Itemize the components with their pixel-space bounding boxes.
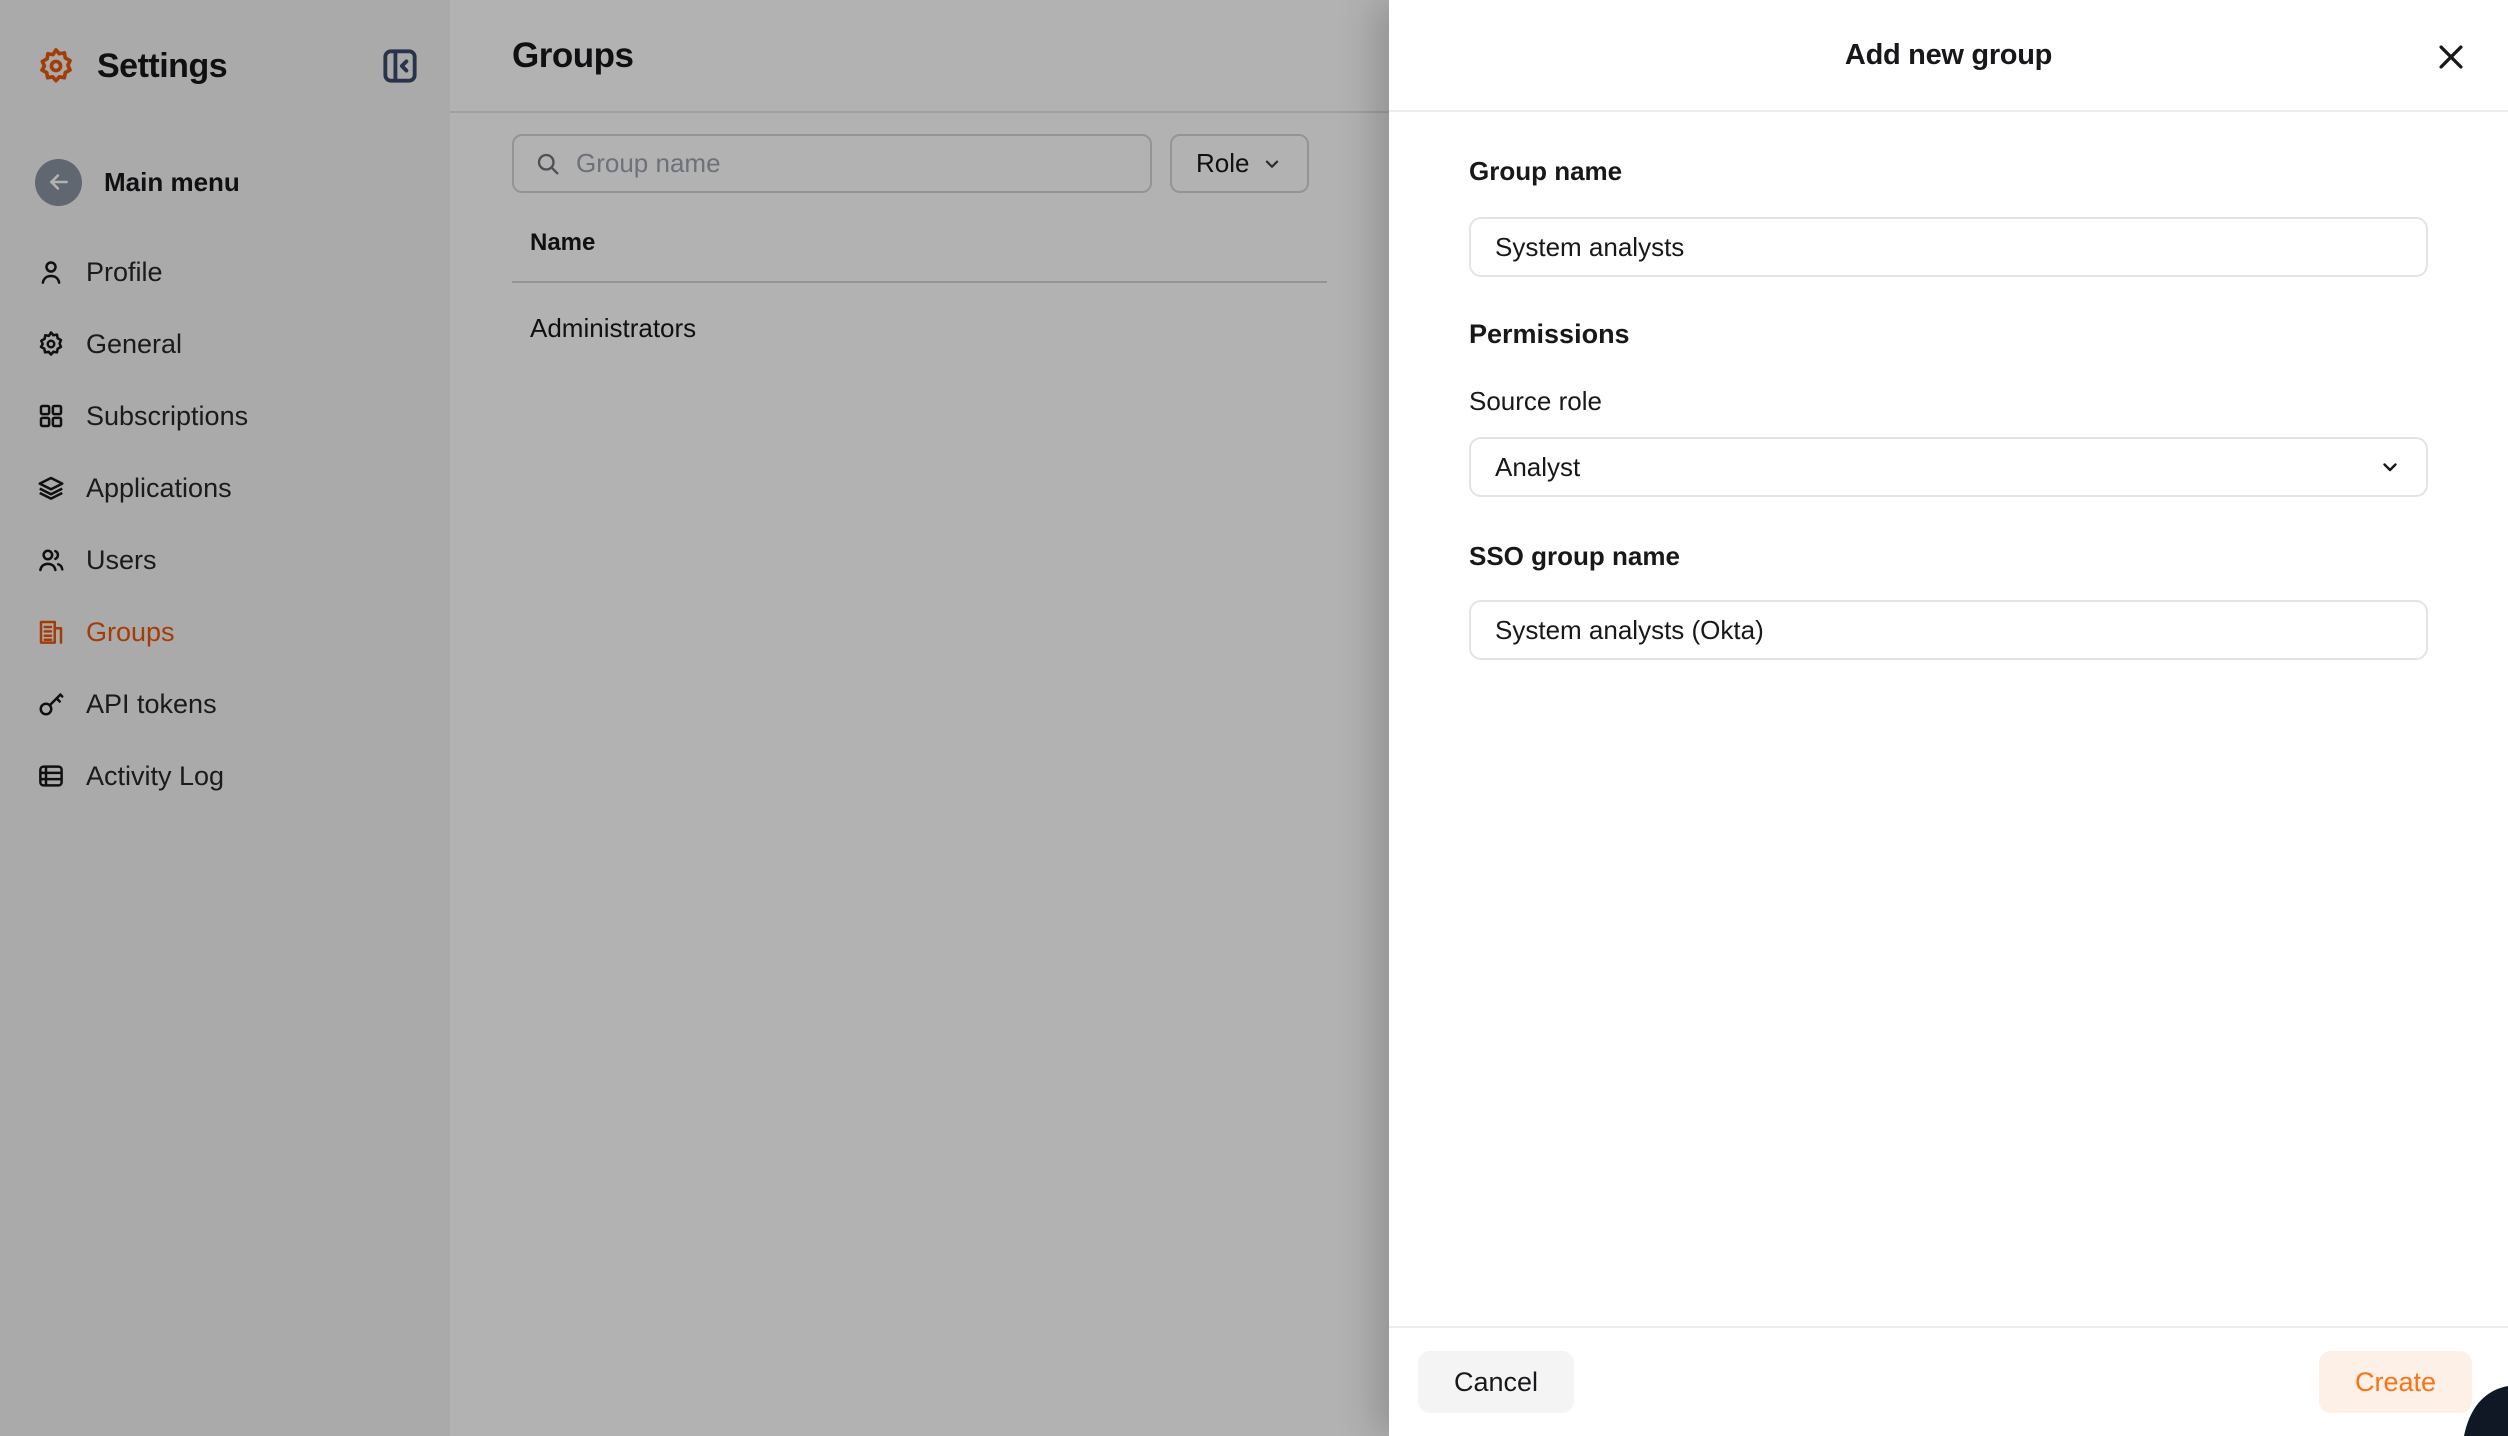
- panel-title: Add new group: [1844, 38, 2053, 71]
- sidebar-item-label: General: [86, 328, 183, 359]
- table-header-name: Name: [512, 229, 1327, 283]
- sidebar-item-label: API tokens: [86, 688, 217, 719]
- sidebar-item-label: Subscriptions: [86, 400, 249, 431]
- sidebar-item-label: Applications: [86, 472, 232, 503]
- panel-footer: [1389, 1326, 2508, 1436]
- main-menu-label: Main menu: [104, 166, 240, 197]
- permissions-heading: Permissions: [1469, 319, 1630, 349]
- add-group-panel: [1389, 0, 2508, 1436]
- mouse-cursor: [2428, 1372, 2508, 1436]
- source-role-label: Source role: [1469, 386, 1602, 416]
- panel-body: [1389, 156, 2508, 660]
- group-name-cell: Administrators: [530, 313, 697, 343]
- sidebar-item-label: Users: [86, 544, 157, 575]
- group-name-label: Group name: [1469, 156, 1623, 186]
- close-icon[interactable]: [2430, 36, 2472, 78]
- source-role-value: Analyst: [1495, 451, 1581, 482]
- sso-group-name-input[interactable]: [1469, 600, 2428, 660]
- sidebar-item-label: Profile: [86, 256, 163, 287]
- chevron-down-icon: [2378, 455, 2402, 479]
- sidebar-item-label: Activity Log: [86, 760, 225, 791]
- cancel-button[interactable]: Cancel: [1418, 1351, 1574, 1413]
- create-button[interactable]: Create: [2319, 1351, 2472, 1413]
- sso-group-name-label: SSO group name: [1469, 541, 1680, 571]
- sidebar-item-label: Groups: [86, 616, 175, 647]
- role-filter-label: Role: [1196, 148, 1250, 178]
- source-role-select[interactable]: [1469, 437, 2428, 497]
- group-name-input[interactable]: [1469, 217, 2428, 277]
- page-title: Groups: [512, 35, 634, 75]
- app-title: Settings: [97, 46, 228, 85]
- panel-header: [1389, 0, 2508, 112]
